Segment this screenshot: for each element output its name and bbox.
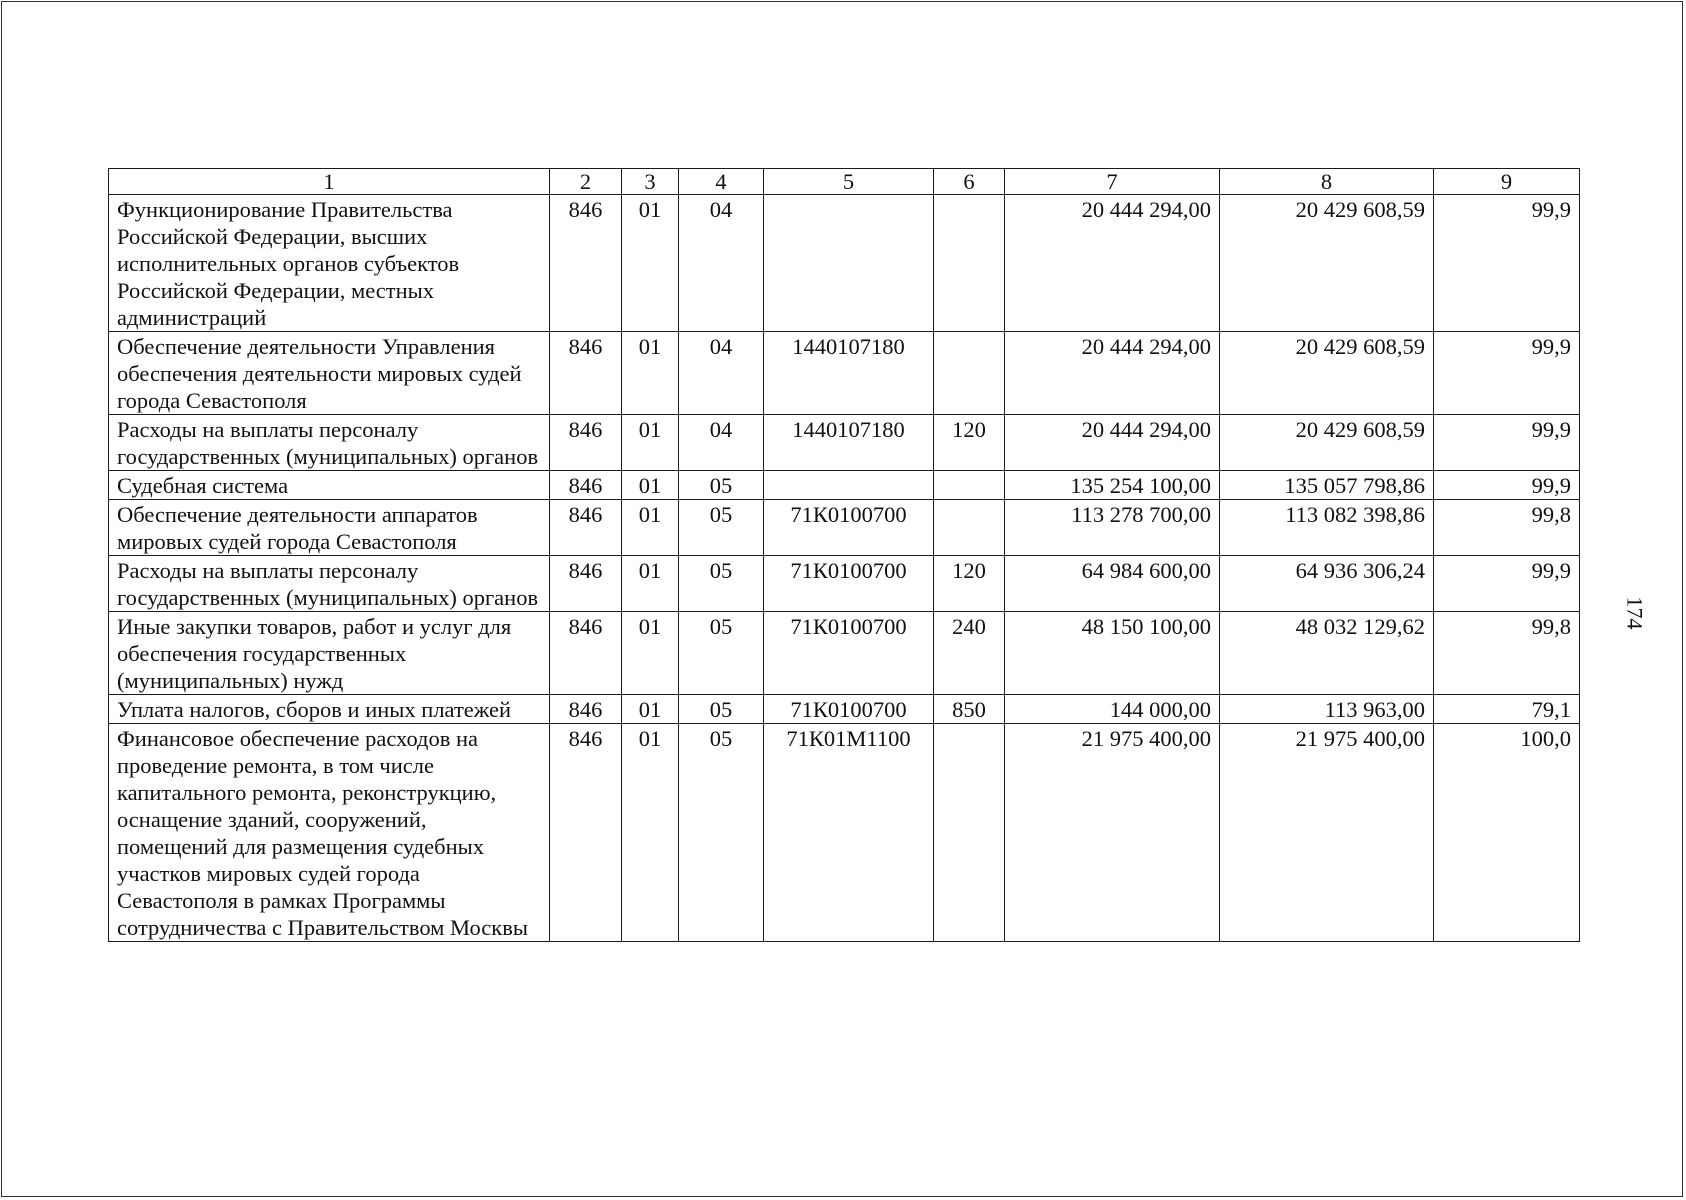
cell-expense-type-code: 240 (934, 612, 1005, 695)
table-row (109, 415, 1580, 471)
cell-expense-name: Судебная система (109, 471, 550, 500)
cell-section-code: 01 (622, 471, 679, 500)
cell-target-article-code: 71К01М1100 (764, 724, 934, 942)
cell-target-article-code: 1440107180 (764, 332, 934, 415)
cell-subsection-code: 05 (679, 471, 764, 500)
cell-subsection-code: 05 (679, 500, 764, 556)
cell-target-article-code: 71К0100700 (764, 500, 934, 556)
cell-subsection-code: 05 (679, 724, 764, 942)
cell-execution-percent: 100,0 (1434, 724, 1580, 942)
cell-approved-amount: 20 444 294,00 (1005, 332, 1220, 415)
cell-target-article-code: 71К0100700 (764, 695, 934, 724)
cell-approved-amount: 20 444 294,00 (1005, 195, 1220, 332)
cell-executed-amount: 21 975 400,00 (1220, 724, 1434, 942)
cell-section-code: 01 (622, 556, 679, 612)
cell-subsection-code: 05 (679, 695, 764, 724)
cell-executed-amount: 113 963,00 (1220, 695, 1434, 724)
cell-section-code: 01 (622, 612, 679, 695)
cell-section-code: 01 (622, 724, 679, 942)
cell-department-code: 846 (550, 415, 622, 471)
cell-execution-percent: 79,1 (1434, 695, 1580, 724)
cell-execution-percent: 99,8 (1434, 612, 1580, 695)
cell-target-article-code (764, 195, 934, 332)
table-body (109, 195, 1580, 942)
cell-department-code: 846 (550, 556, 622, 612)
cell-department-code: 846 (550, 724, 622, 942)
cell-executed-amount: 20 429 608,59 (1220, 332, 1434, 415)
cell-subsection-code: 04 (679, 415, 764, 471)
table-row (109, 612, 1580, 695)
cell-section-code: 01 (622, 332, 679, 415)
cell-target-article-code: 71К0100700 (764, 556, 934, 612)
cell-department-code: 846 (550, 612, 622, 695)
cell-executed-amount: 113 082 398,86 (1220, 500, 1434, 556)
column-number: 8 (1220, 169, 1434, 195)
table-row (109, 471, 1580, 500)
cell-execution-percent: 99,9 (1434, 415, 1580, 471)
cell-expense-name: Уплата налогов, сборов и иных платежей (109, 695, 550, 724)
cell-subsection-code: 04 (679, 195, 764, 332)
cell-expense-name: Расходы на выплаты персоналу государственных (муниципальных) органов (109, 556, 550, 612)
cell-expense-type-code (934, 332, 1005, 415)
cell-execution-percent: 99,8 (1434, 500, 1580, 556)
cell-expense-name: Функционирование Правительства Российской Федерации, высших исполнительных органов субъектов Российской Федерации, местных администраций (109, 195, 550, 332)
column-number: 9 (1434, 169, 1580, 195)
column-number: 1 (109, 169, 550, 195)
cell-expense-type-code (934, 471, 1005, 500)
cell-target-article-code: 71К0100700 (764, 612, 934, 695)
cell-approved-amount: 144 000,00 (1005, 695, 1220, 724)
table-row (109, 332, 1580, 415)
cell-expense-type-code: 120 (934, 556, 1005, 612)
cell-executed-amount: 48 032 129,62 (1220, 612, 1434, 695)
cell-executed-amount: 135 057 798,86 (1220, 471, 1434, 500)
column-number: 6 (934, 169, 1005, 195)
cell-expense-type-code: 850 (934, 695, 1005, 724)
column-number: 3 (622, 169, 679, 195)
cell-approved-amount: 135 254 100,00 (1005, 471, 1220, 500)
cell-target-article-code (764, 471, 934, 500)
cell-department-code: 846 (550, 195, 622, 332)
cell-approved-amount: 113 278 700,00 (1005, 500, 1220, 556)
cell-executed-amount: 64 936 306,24 (1220, 556, 1434, 612)
cell-expense-type-code: 120 (934, 415, 1005, 471)
cell-target-article-code: 1440107180 (764, 415, 934, 471)
cell-department-code: 846 (550, 332, 622, 415)
table-row (109, 195, 1580, 332)
cell-section-code: 01 (622, 415, 679, 471)
cell-department-code: 846 (550, 500, 622, 556)
column-number-row (109, 169, 1580, 195)
column-number: 7 (1005, 169, 1220, 195)
cell-expense-name: Обеспечение деятельности Управления обеспечения деятельности мировых судей города Севастополя (109, 332, 550, 415)
cell-approved-amount: 48 150 100,00 (1005, 612, 1220, 695)
cell-expense-type-code (934, 195, 1005, 332)
cell-subsection-code: 05 (679, 556, 764, 612)
column-number: 5 (764, 169, 934, 195)
table-row (109, 695, 1580, 724)
column-number: 4 (679, 169, 764, 195)
cell-execution-percent: 99,9 (1434, 332, 1580, 415)
cell-department-code: 846 (550, 695, 622, 724)
page-number: 174 (1622, 596, 1648, 630)
cell-approved-amount: 64 984 600,00 (1005, 556, 1220, 612)
cell-expense-name: Финансовое обеспечение расходов на проведение ремонта, в том числе капитального ремонта, реконструкцию, оснащение зданий, сооружений, помещений для размещения судебных участков мировых судей города Севастополя в рамках Программы сотрудничества с Правительством Москвы (109, 724, 550, 942)
budget-execution-table (108, 168, 1580, 942)
cell-expense-name: Расходы на выплаты персоналу государственных (муниципальных) органов (109, 415, 550, 471)
cell-subsection-code: 04 (679, 332, 764, 415)
cell-executed-amount: 20 429 608,59 (1220, 415, 1434, 471)
column-number: 2 (550, 169, 622, 195)
cell-department-code: 846 (550, 471, 622, 500)
cell-execution-percent: 99,9 (1434, 195, 1580, 332)
cell-approved-amount: 21 975 400,00 (1005, 724, 1220, 942)
table-row (109, 500, 1580, 556)
cell-approved-amount: 20 444 294,00 (1005, 415, 1220, 471)
cell-section-code: 01 (622, 695, 679, 724)
cell-section-code: 01 (622, 195, 679, 332)
cell-expense-type-code (934, 724, 1005, 942)
cell-executed-amount: 20 429 608,59 (1220, 195, 1434, 332)
cell-expense-name: Обеспечение деятельности аппаратов мировых судей города Севастополя (109, 500, 550, 556)
cell-subsection-code: 05 (679, 612, 764, 695)
cell-execution-percent: 99,9 (1434, 471, 1580, 500)
cell-section-code: 01 (622, 500, 679, 556)
table-row (109, 724, 1580, 942)
cell-expense-type-code (934, 500, 1005, 556)
cell-execution-percent: 99,9 (1434, 556, 1580, 612)
cell-expense-name: Иные закупки товаров, работ и услуг для обеспечения государственных (муниципальных) нужд (109, 612, 550, 695)
table-row (109, 556, 1580, 612)
